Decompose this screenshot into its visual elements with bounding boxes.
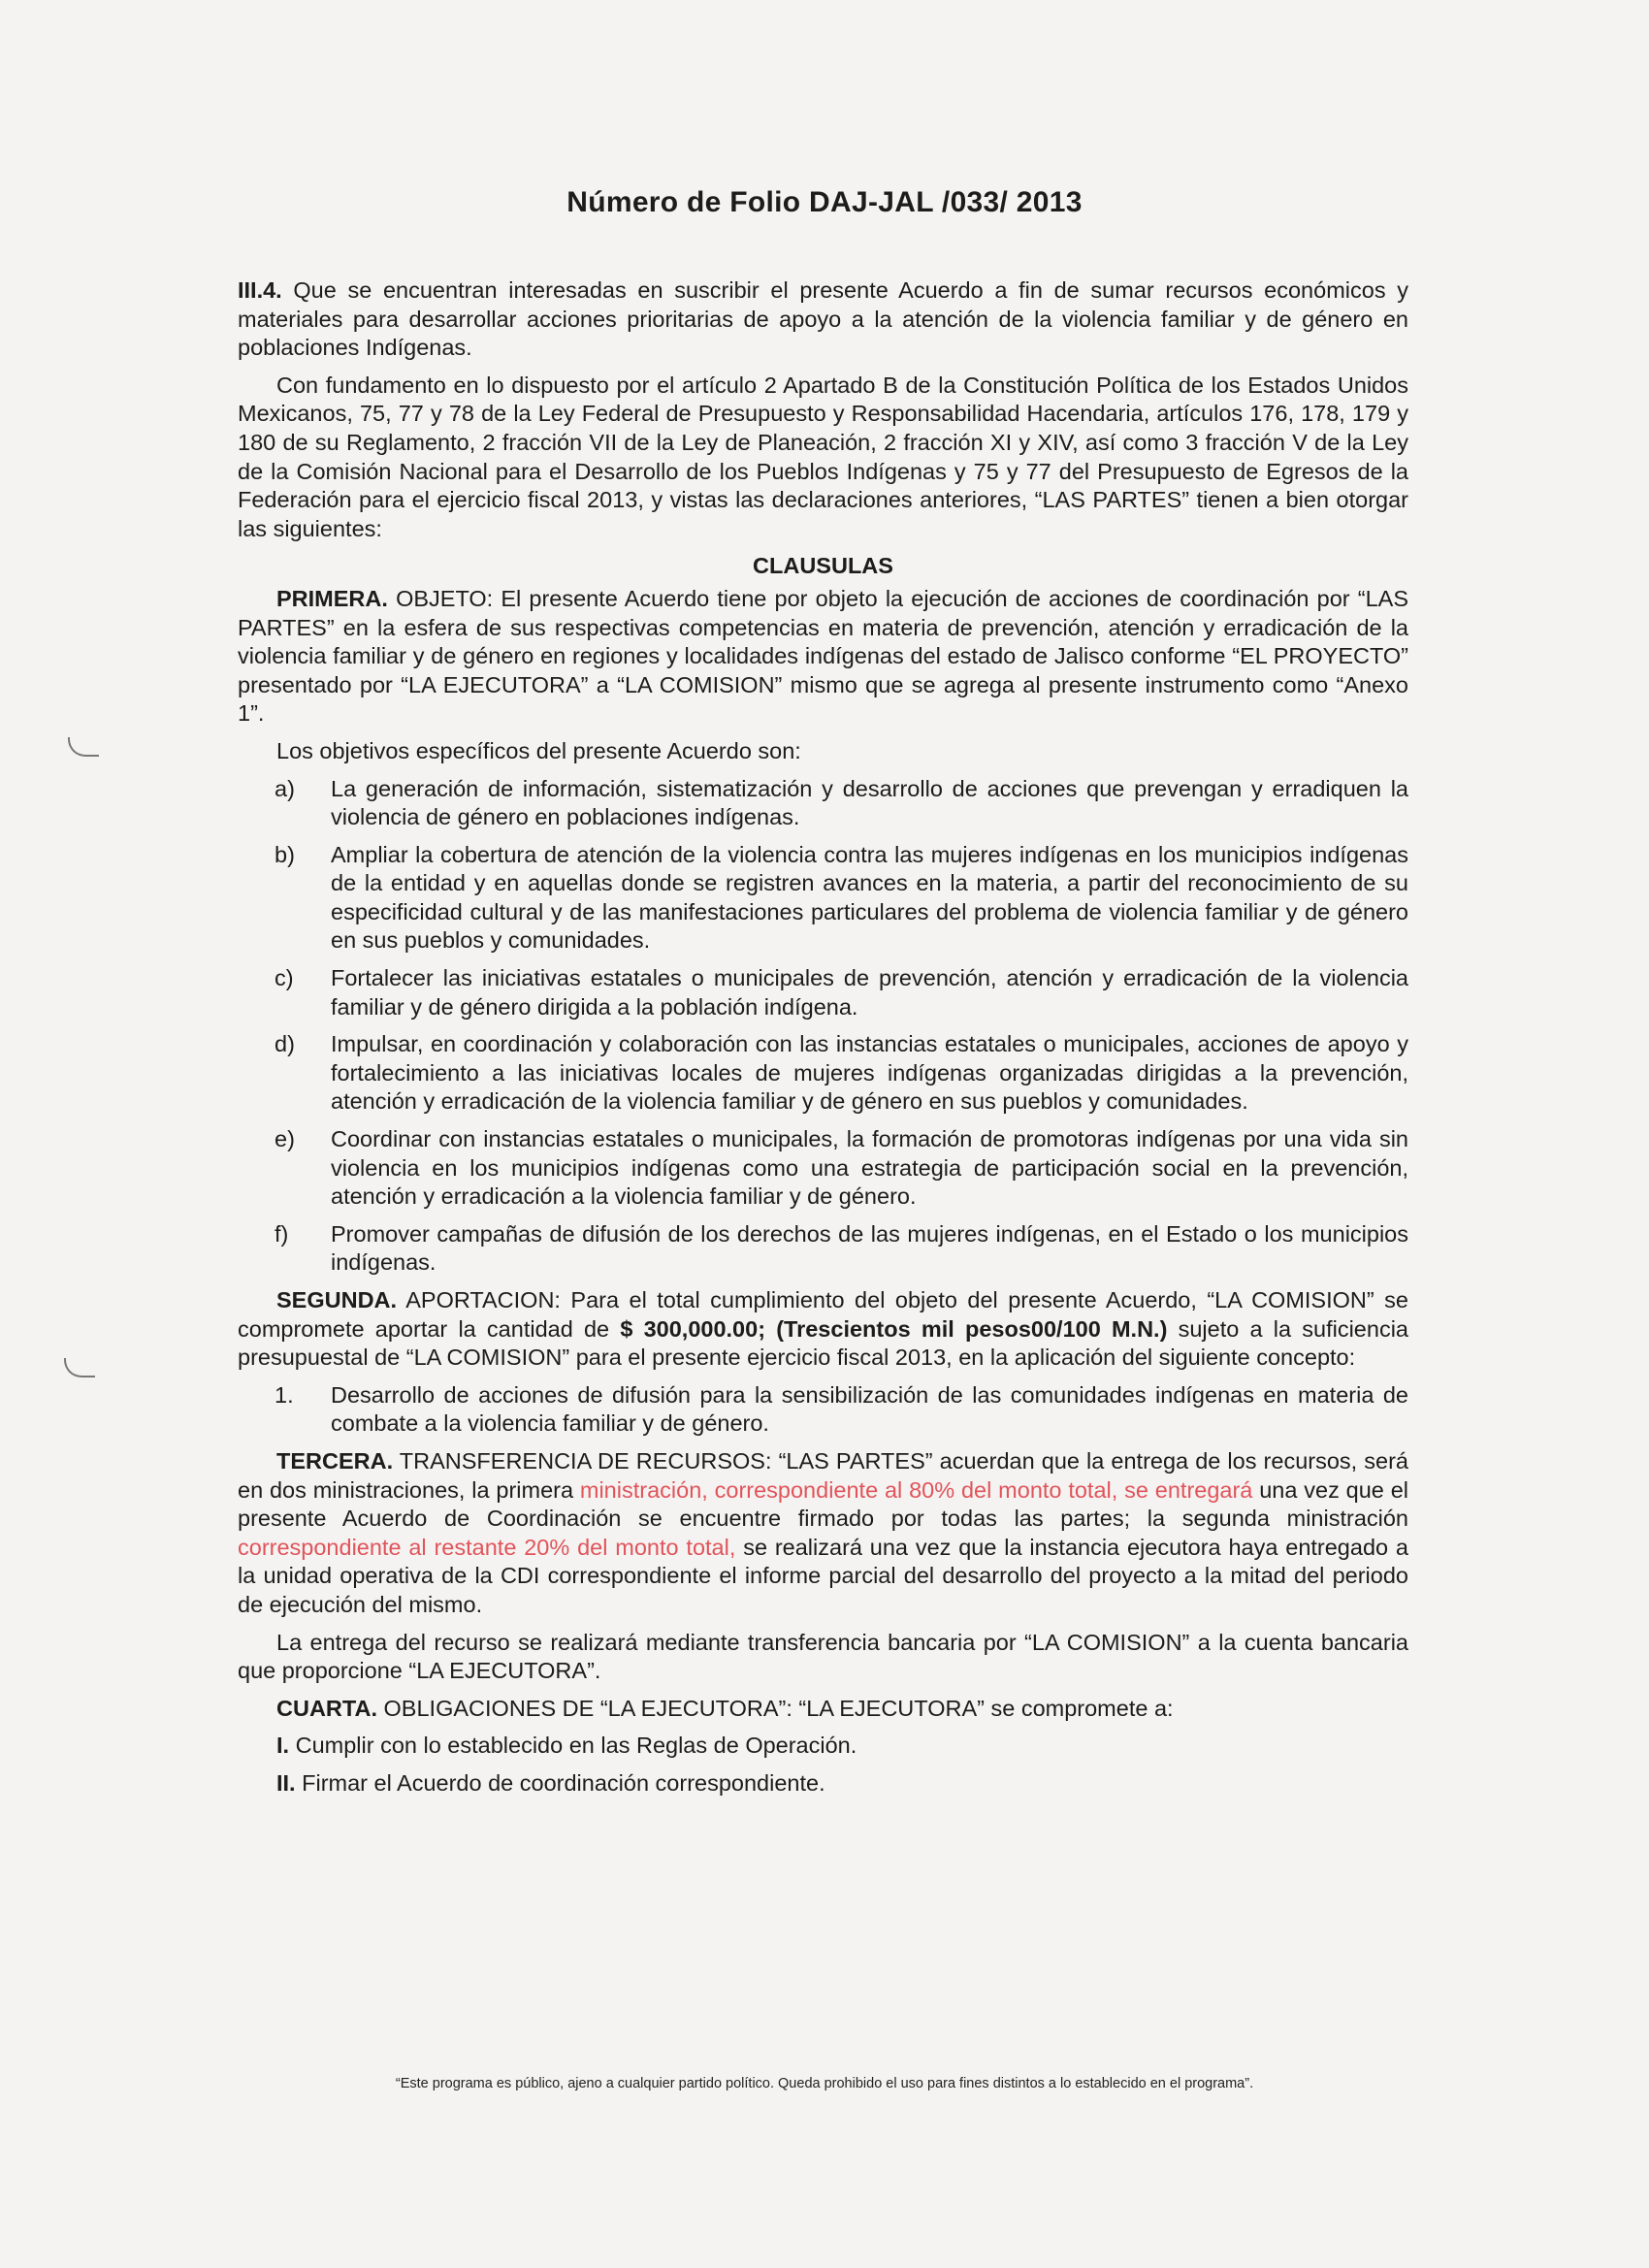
obligation-item — [238, 1769, 1408, 1798]
document-title: Número de Folio DAJ-JAL /033/ 2013 — [566, 186, 1083, 218]
clause-label: SEGUNDA. — [276, 1287, 398, 1312]
list-item — [238, 1030, 1408, 1117]
footer-disclaimer: “Este programa es público, ajeno a cualquier partido político. Queda prohibido el uso para fines distintos a lo establecido en el programa”. — [395, 2076, 1254, 2091]
paragraph-iii4 — [238, 276, 1408, 363]
list-item-text: Fortalecer las iniciativas estatales o municipales de prevención, atención y erradicación de la violencia familiar y de género dirigida a la población indígena. — [331, 965, 1408, 1020]
list-item-text: Promover campañas de difusión de los derechos de las mujeres indígenas, en el Estado o los municipios indígenas. — [331, 1220, 1408, 1276]
paragraph-entrega: La entrega del recurso se realizará mediante transferencia bancaria por “LA COMISION” a la cuenta bancaria que proporcione “LA EJECUTORA”. — [238, 1629, 1408, 1684]
list-item-text: Ampliar la cobertura de atención de la violencia contra las mujeres indígenas en los municipios indígenas de la entidad y en aquellas donde se registren avances en la materia, a partir del reconocimiento de su especificidad cultural y de las manifestaciones particulares del problema de violencia familiar y de género en sus pueblos y comunidades. — [331, 841, 1408, 954]
clause-tercera — [238, 1447, 1408, 1620]
paragraph-fundamento: Con fundamento en lo dispuesto por el artículo 2 Apartado B de la Constitución Política de los Estados Unidos Mexicanos, 75, 77 y 78 de la Ley Federal de Presupuesto y Responsabilidad Hacendaria, artículos 176, 178, 179 y 180 de su Reglamento, 2 fracción VII de la Ley de Planeación, 2 fracción XI y XIV, así como 3 fracción V de la Ley de la Comisión Nacional para el Desarrollo de los Pueblos Indígenas y 75 y 77 del Presupuesto de Egresos de la Federación para el ejercicio fiscal 2013, y vistas las declaraciones anteriores, “LAS PARTES” tienen a bien otorgar las siguientes: — [238, 372, 1408, 541]
list-item-label: e) — [275, 1126, 295, 1152]
obligation-text: Cumplir con lo establecido en las Reglas de Operación. — [289, 1733, 857, 1759]
document-body — [238, 276, 1408, 1807]
list-item — [238, 1125, 1408, 1212]
clause-primera — [238, 585, 1408, 729]
highlighted-text: correspondiente al restante 20% del monto total, — [238, 1534, 736, 1560]
list-item — [238, 775, 1408, 832]
clause-text: sujeto a la suficiencia presupuestal de “LA COMISION” para el presente ejercicio fiscal 2013, en la aplicación del siguiente concepto: — [238, 1315, 1408, 1371]
clause-label: PRIMERA. — [276, 585, 388, 611]
scan-mark — [64, 1358, 95, 1377]
clause-text: TRANSFERENCIA DE RECURSOS: “LAS PARTES” acuerdan que la entrega de los recursos, será en dos ministraciones, la primera — [238, 1447, 1408, 1503]
list-item-label: f) — [275, 1220, 289, 1247]
clause-segunda — [238, 1286, 1408, 1373]
highlighted-text: ministración, correspondiente al 80% del monto total, se entregará — [579, 1476, 1253, 1503]
list-item-text: La generación de información, sistematización y desarrollo de acciones que prevengan y erradiquen la violencia de género en poblaciones indígenas. — [331, 775, 1408, 830]
list-item-label: b) — [275, 841, 295, 867]
clause-text: APORTACION: Para el total cumplimiento del objeto del presente Acuerdo, “LA COMISION” se compromete aportar la cantidad de — [238, 1287, 1408, 1342]
list-item-label: 1. — [275, 1381, 294, 1408]
list-item — [238, 1220, 1408, 1278]
clause-cuarta — [238, 1695, 1408, 1724]
clause-amount: $ 300,000.00; (Trescientos mil pesos00/100 M.N.) — [620, 1315, 1168, 1342]
list-item-label: d) — [275, 1031, 295, 1057]
scan-mark — [68, 737, 99, 757]
list-item-label: a) — [275, 775, 295, 801]
list-item-text: Coordinar con instancias estatales o municipales, la formación de promotoras indígenas por una vida sin violencia en los municipios indígenas como una estrategia de participación social en la prevención, atención y erradicación a la violencia familiar y de género. — [331, 1126, 1408, 1210]
list-item — [238, 1381, 1408, 1439]
paragraph-label: III.4. — [238, 277, 282, 303]
list-item-label: c) — [275, 965, 294, 991]
clause-text: una vez que el presente Acuerdo de Coordinación se encuentre firmado por todas las partes; la segunda ministración — [238, 1476, 1408, 1532]
paragraph-text: Que se encuentran interesadas en suscribir el presente Acuerdo a fin de sumar recursos económicos y materiales para desarrollar acciones prioritarias de apoyo a la atención de la violencia familiar y de género en poblaciones Indígenas. — [238, 277, 1408, 361]
list-item — [238, 964, 1408, 1021]
clause-label: TERCERA. — [276, 1447, 394, 1474]
obligation-text: Firmar el Acuerdo de coordinación correspondiente. — [295, 1769, 825, 1796]
clause-text: se realizará una vez que la instancia ejecutora haya entregado a la unidad operativa de la CDI correspondiente el informe parcial del desarrollo del proyecto a la mitad del periodo de ejecución del mismo. — [238, 1534, 1408, 1617]
clause-label: CUARTA. — [276, 1695, 377, 1721]
clause-text: OBLIGACIONES DE “LA EJECUTORA”: “LA EJECUTORA” se compromete a: — [377, 1695, 1174, 1721]
obligation-label: I. — [276, 1733, 290, 1759]
objetivos-intro: Los objetivos específicos del presente Acuerdo son: — [276, 737, 801, 763]
obligation-label: II. — [276, 1769, 296, 1796]
list-item-text: Impulsar, en coordinación y colaboración con las instancias estatales o municipales, acciones de apoyo y fortalecimiento a las iniciativas locales de mujeres indígenas organizadas dirigidas a la prevención, atención y erradicación de la violencia familiar y de género en sus pueblos y comunidades. — [331, 1031, 1408, 1115]
list-item — [238, 841, 1408, 956]
clause-text: OBJETO: El presente Acuerdo tiene por objeto la ejecución de acciones de coordinación por “LAS PARTES” en la esfera de sus respectivas competencias en materia de prevención, atención y erradicación de la violencia familiar y de género en regiones y localidades indígenas del estado de Jalisco conforme “EL PROYECTO” presentado por “LA EJECUTORA” a “LA COMISION” mismo que se agrega al presente instrumento como “Anexo 1”. — [238, 585, 1408, 727]
clausulas-heading: CLAUSULAS — [753, 553, 893, 579]
obligation-item — [238, 1732, 1408, 1761]
list-item-text: Desarrollo de acciones de difusión para la sensibilización de las comunidades indígenas en materia de combate a la violencia familiar y de género. — [331, 1381, 1408, 1437]
